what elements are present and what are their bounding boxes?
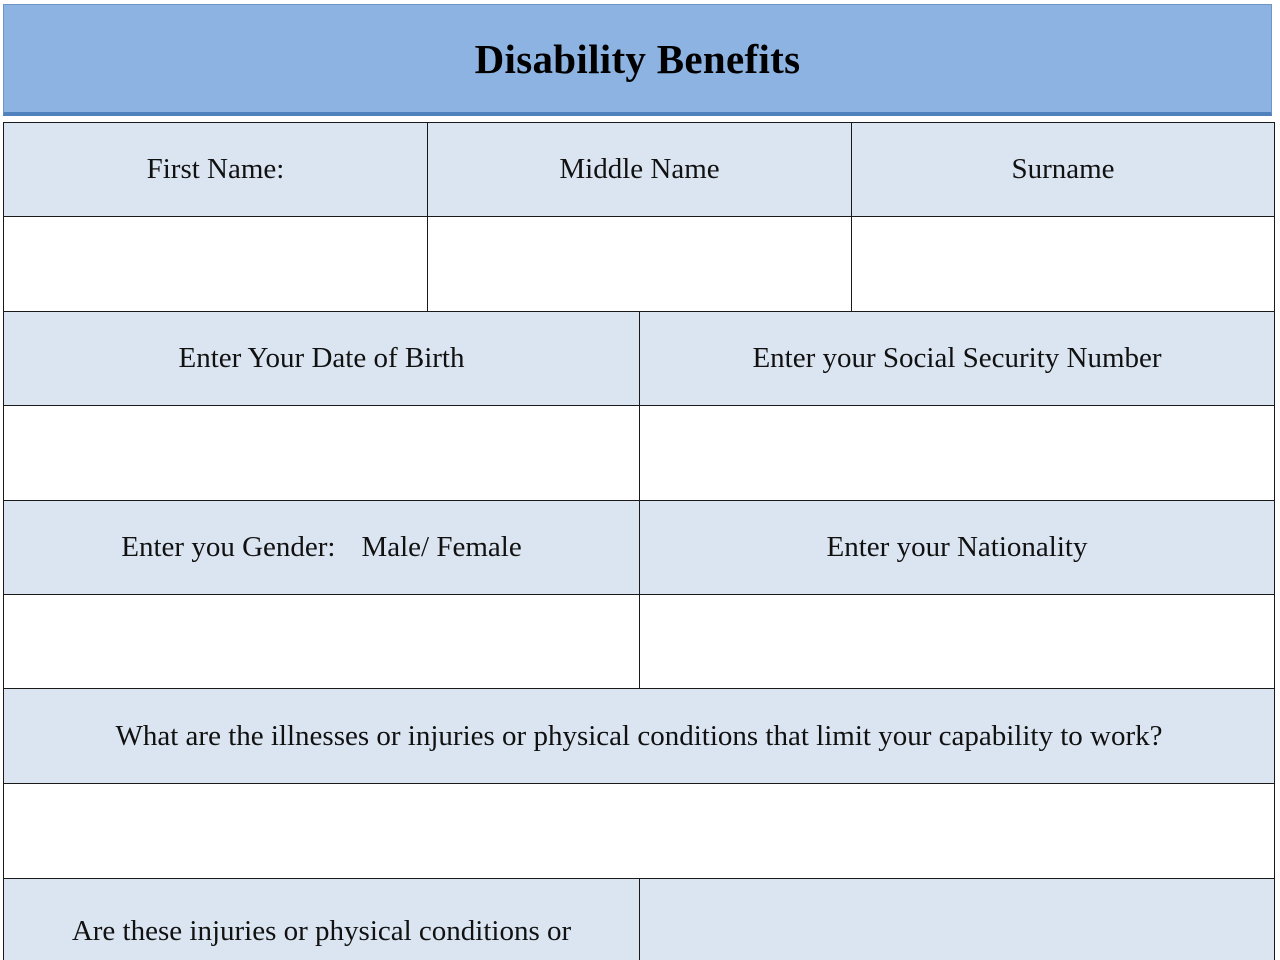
injury-related-label-cell: [3, 878, 640, 960]
gender-options: Male/ Female: [361, 531, 522, 563]
dob-input[interactable]: [3, 405, 640, 501]
nationality-label-cell: [639, 500, 1275, 595]
surname-input[interactable]: [851, 216, 1275, 312]
dob-label-cell: [3, 311, 640, 406]
middle-name-input[interactable]: [427, 216, 852, 312]
injury-related-label: Are these injuries or physical conditions or: [71, 915, 572, 947]
form-header: [3, 4, 1272, 116]
middle-name-label-cell: [427, 122, 852, 217]
surname-label: Surname: [1011, 153, 1115, 185]
gender-label-cell: [3, 500, 640, 595]
dob-label: Enter Your Date of Birth: [178, 342, 465, 374]
form-title: Disability Benefits: [474, 35, 801, 82]
first-name-label-cell: [3, 122, 428, 217]
gender-label: Enter you Gender:: [121, 531, 336, 563]
middle-name-label: Middle Name: [559, 153, 720, 185]
first-name-label: First Name:: [146, 153, 285, 185]
conditions-label-cell: [3, 688, 1275, 784]
ssn-label-cell: [639, 311, 1275, 406]
injury-related-input[interactable]: [639, 878, 1275, 960]
nationality-label: Enter your Nationality: [826, 531, 1088, 563]
gender-input[interactable]: [3, 594, 640, 689]
ssn-input[interactable]: [639, 405, 1275, 501]
ssn-label: Enter your Social Security Number: [752, 342, 1162, 374]
nationality-input[interactable]: [639, 594, 1275, 689]
surname-label-cell: [851, 122, 1275, 217]
conditions-input[interactable]: [3, 783, 1275, 879]
conditions-label: What are the illnesses or injuries or physical conditions that limit your capability to work?: [115, 719, 1163, 752]
first-name-input[interactable]: [3, 216, 428, 312]
